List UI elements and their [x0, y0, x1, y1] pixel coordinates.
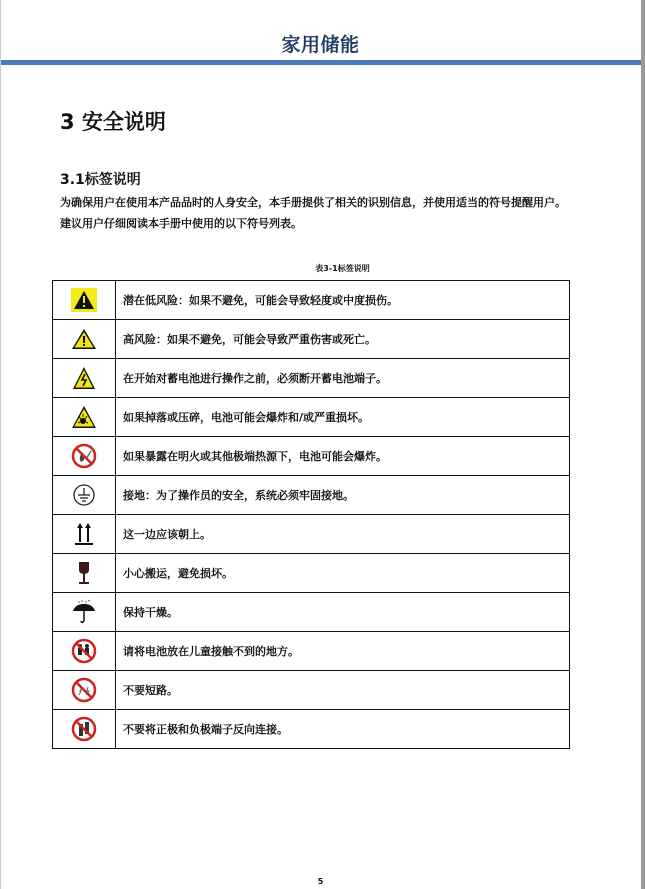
icon-cell	[53, 632, 116, 671]
warning-black-triangle-icon	[70, 287, 98, 313]
this-way-up-icon	[70, 521, 98, 547]
table-row	[53, 554, 570, 593]
icon-cell	[53, 710, 116, 749]
table-row	[53, 320, 570, 359]
icon-cell	[53, 437, 116, 476]
icon-cell	[53, 398, 116, 437]
icon-cell	[53, 359, 116, 398]
label-description-table	[52, 280, 570, 749]
section-heading: 3 安全说明	[60, 110, 166, 134]
row-description: 保持干燥。	[116, 593, 570, 632]
table-row	[53, 710, 570, 749]
table-row	[53, 281, 570, 320]
table-row	[53, 515, 570, 554]
page-left-edge	[0, 0, 1, 889]
row-description: 小心搬运，避免损坏。	[116, 554, 570, 593]
row-description: 请将电池放在儿童接触不到的地方。	[116, 632, 570, 671]
intro-paragraph-2: 建议用户仔细阅读本手册中使用的以下符号列表。	[60, 217, 302, 230]
table-row	[53, 437, 570, 476]
no-open-flame-icon	[70, 443, 98, 469]
no-short-circuit-icon	[70, 677, 98, 703]
row-description: 不要将正极和负极端子反向连接。	[116, 710, 570, 749]
table-row	[53, 671, 570, 710]
intro-paragraph-1: 为确保用户在使用本产品品时的人身安全，本手册提供了相关的识别信息，并使用适当的符号提醒用户。	[60, 196, 566, 209]
table-row	[53, 476, 570, 515]
icon-cell	[53, 554, 116, 593]
header-divider-bar	[1, 60, 641, 65]
icon-cell	[53, 281, 116, 320]
icon-cell	[53, 320, 116, 359]
icon-cell	[53, 515, 116, 554]
document-header-title: 家用储能	[281, 34, 360, 56]
table-caption: 表3-1标签说明	[315, 264, 370, 273]
subsection-heading: 3.1标签说明	[60, 172, 141, 188]
fragile-glass-icon	[70, 560, 98, 586]
table-row	[53, 398, 570, 437]
row-description: 如果暴露在明火或其他极端热源下，电池可能会爆炸。	[116, 437, 570, 476]
row-description: 不要短路。	[116, 671, 570, 710]
electric-shock-warning-icon	[70, 365, 98, 391]
row-description: 如果掉落或压碎，电池可能会爆炸和/或严重损坏。	[116, 398, 570, 437]
warning-yellow-triangle-icon	[70, 326, 98, 352]
keep-away-from-children-icon	[70, 638, 98, 664]
icon-cell	[53, 476, 116, 515]
scrollbar-track[interactable]	[641, 0, 645, 889]
page-number: 5	[317, 877, 324, 886]
keep-dry-umbrella-icon	[70, 599, 98, 625]
table-row	[53, 593, 570, 632]
row-description: 接地：为了操作员的安全，系统必须牢固接地。	[116, 476, 570, 515]
row-description: 潜在低风险：如果不避免，可能会导致轻度或中度损伤。	[116, 281, 570, 320]
no-reverse-polarity-icon	[70, 716, 98, 742]
icon-cell	[53, 671, 116, 710]
row-description: 高风险：如果不避免，可能会导致严重伤害或死亡。	[116, 320, 570, 359]
explosion-warning-icon	[70, 404, 98, 430]
table-row	[53, 632, 570, 671]
row-description: 这一边应该朝上。	[116, 515, 570, 554]
icon-cell	[53, 593, 116, 632]
row-description: 在开始对蓄电池进行操作之前，必须断开蓄电池端子。	[116, 359, 570, 398]
ground-symbol-icon	[70, 482, 98, 508]
table-row	[53, 359, 570, 398]
